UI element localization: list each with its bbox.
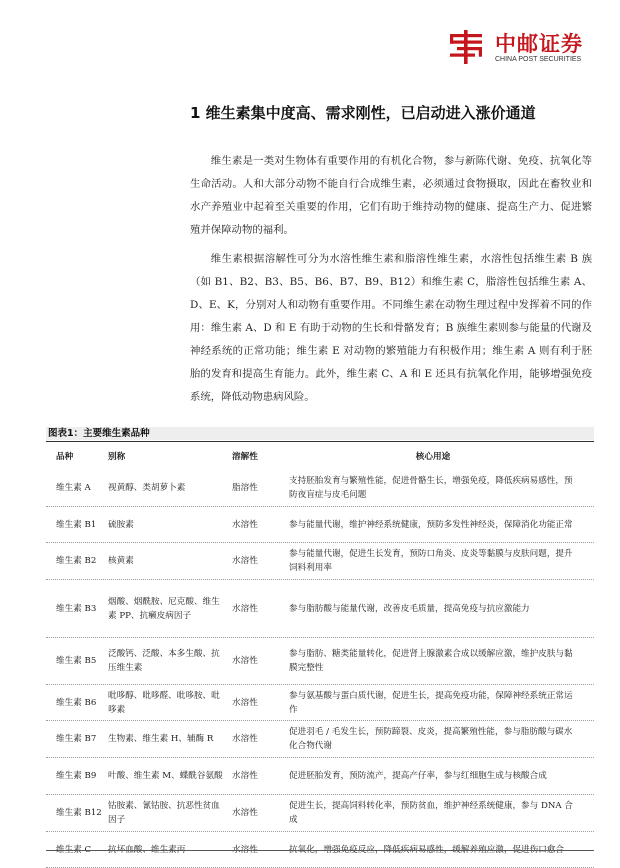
body-paragraph-2: 维生素根据溶解性可分为水溶性维生素和脂溶性维生素，水溶性包括维生素 B 族（如 B1、B2、B3、B5、B6、B7、B9、B12）和维生素 C，脂溶性包括维生素 A、D、E、K，分别对人和动物有重要作用。不同维生素在动物生理过程中发挥着不同的作用：维生素 A、D 和 E 有助于动物的生长和骨骼发育；B 族维生素则参与能量的代谢及神经系统的正常功能；维生素 E 对动物的繁殖能力有积极作用；维生素 A 则有利于胚胎的发育和提高生育能力。此外，维生素 C、A 和 E 还具有抗氧化作用，能够增强免疫系统，降低动物患病风险。 xyxy=(190,253,592,403)
cell-variety: 维生素 B3 xyxy=(56,603,97,614)
column-header-solubility: 溶解性 xyxy=(232,451,258,462)
cell-core-use: 促进羽毛 / 毛发生长，预防蹄裂、皮炎，提高繁殖性能，参与脂肪酸与碳水化合物代谢 xyxy=(289,727,573,751)
column-header-alias: 别称 xyxy=(108,451,126,462)
table-row xyxy=(46,795,594,832)
table-row xyxy=(46,470,594,507)
cell-alias: 核黄素 xyxy=(108,556,134,566)
cell-alias: 钴胺素、氰钴胺、抗恶性贫血因子 xyxy=(108,801,220,825)
vitamin-table xyxy=(46,443,594,868)
cell-core-use: 支持胚胎发育与繁殖性能，促进骨骼生长，增强免疫，降低疾病易感性，预防夜盲症与皮毛问题 xyxy=(289,476,573,500)
table-row xyxy=(46,638,594,685)
page-bottom-rule xyxy=(46,850,594,851)
table-row xyxy=(46,507,594,543)
cell-solubility: 水溶性 xyxy=(232,734,258,744)
cell-core-use: 参与脂肪、糖类能量转化，促进肾上腺激素合成以缓解应激，维护皮肤与黏膜完整性 xyxy=(289,649,573,673)
cell-solubility: 水溶性 xyxy=(232,603,258,614)
cell-alias: 生物素、维生素 H、辅酶 R xyxy=(108,734,214,744)
table-row xyxy=(46,721,594,758)
table-body xyxy=(46,470,594,868)
china-post-emblem-icon xyxy=(447,30,485,64)
cell-core-use: 促进胚胎发育，预防流产，提高产仔率，参与红细胞生成与核酸合成 xyxy=(289,771,547,781)
cell-solubility: 水溶性 xyxy=(232,519,258,530)
cell-solubility: 水溶性 xyxy=(232,656,258,666)
cell-variety: 维生素 B5 xyxy=(56,656,97,666)
cell-core-use: 参与能量代谢，促进生长发育，预防口角炎、皮炎等黏膜与皮肤问题，提升饲料利用率 xyxy=(289,549,573,573)
column-header-variety: 品种 xyxy=(56,451,74,462)
cell-variety: 维生素 B1 xyxy=(56,519,97,530)
table-row xyxy=(46,758,594,795)
cell-core-use: 抗氧化，增强免疫反应，降低疾病易感性，缓解养殖应激，促进伤口愈合 xyxy=(289,844,565,855)
cell-alias: 硫胺素 xyxy=(108,519,134,530)
column-header-core-use: 核心用途 xyxy=(415,451,451,462)
cell-solubility: 脂溶性 xyxy=(232,483,258,493)
table-row xyxy=(46,685,594,721)
figure-header-rule xyxy=(46,441,594,442)
cell-variety: 维生素 C xyxy=(56,844,92,855)
cell-alias: 泛酸钙、泛酸、本多生酸、抗压维生素 xyxy=(108,649,220,673)
cell-solubility: 水溶性 xyxy=(232,771,258,781)
figure-caption: 图表1：主要维生素品种 xyxy=(48,428,150,439)
cell-core-use: 参与能量代谢，维护神经系统健康，预防多发性神经炎，保障消化功能正常 xyxy=(289,519,573,530)
cell-solubility: 水溶性 xyxy=(232,697,258,708)
body-paragraph-1: 维生素是一类对生物体有重要作用的有机化合物，参与新陈代谢、免疫、抗氧化等生命活动。人和大部分动物不能自行合成维生素，必须通过食物摄取，因此在畜牧业和水产养殖业中起着至关重要的作用，它们有助于维持动物的健康、提高生产力、促进繁殖并保障动物的福利。 xyxy=(190,155,592,236)
company-logo xyxy=(447,24,597,70)
cell-variety: 维生素 B7 xyxy=(56,734,97,744)
cell-solubility: 水溶性 xyxy=(232,808,258,818)
cell-alias: 烟酸、烟酰胺、尼克酸、维生素 PP、抗癞皮病因子 xyxy=(108,596,220,621)
cell-core-use: 参与脂肪酸与能量代谢，改善皮毛质量，提高免疫与抗应激能力 xyxy=(289,603,530,614)
cell-solubility: 水溶性 xyxy=(232,844,258,855)
cell-variety: 维生素 B12 xyxy=(56,808,102,818)
cell-variety: 维生素 A xyxy=(56,483,91,493)
cell-alias: 抗坏血酸、维生素丙 xyxy=(108,844,186,855)
cell-core-use: 参与氨基酸与蛋白质代谢，促进生长，提高免疫功能，保障神经系统正常运作 xyxy=(289,690,573,715)
cell-alias: 视黄醇、类胡萝卜素 xyxy=(108,483,186,493)
section-title: 1 维生素集中度高、需求刚性，已启动进入涨价通道 xyxy=(190,104,536,122)
cell-variety: 维生素 B2 xyxy=(56,556,97,566)
cell-alias: 叶酸、维生素 M、蝶酰谷氨酸 xyxy=(108,771,223,781)
cell-solubility: 水溶性 xyxy=(232,556,258,566)
table-row xyxy=(46,543,594,580)
cell-core-use: 促进生长，提高饲料转化率，预防贫血，维护神经系统健康，参与 DNA 合成 xyxy=(289,801,573,825)
table-header xyxy=(46,443,594,470)
cell-alias: 吡哆醇、吡哆醛、吡哆胺、吡哆素 xyxy=(108,690,220,715)
cell-variety: 维生素 B6 xyxy=(56,697,97,708)
table-row xyxy=(46,580,594,638)
logo-english-name: CHINA POST SECURITIES xyxy=(495,56,582,63)
logo-chinese-name: 中邮证券 xyxy=(495,32,583,56)
cell-variety: 维生素 B9 xyxy=(56,771,97,781)
